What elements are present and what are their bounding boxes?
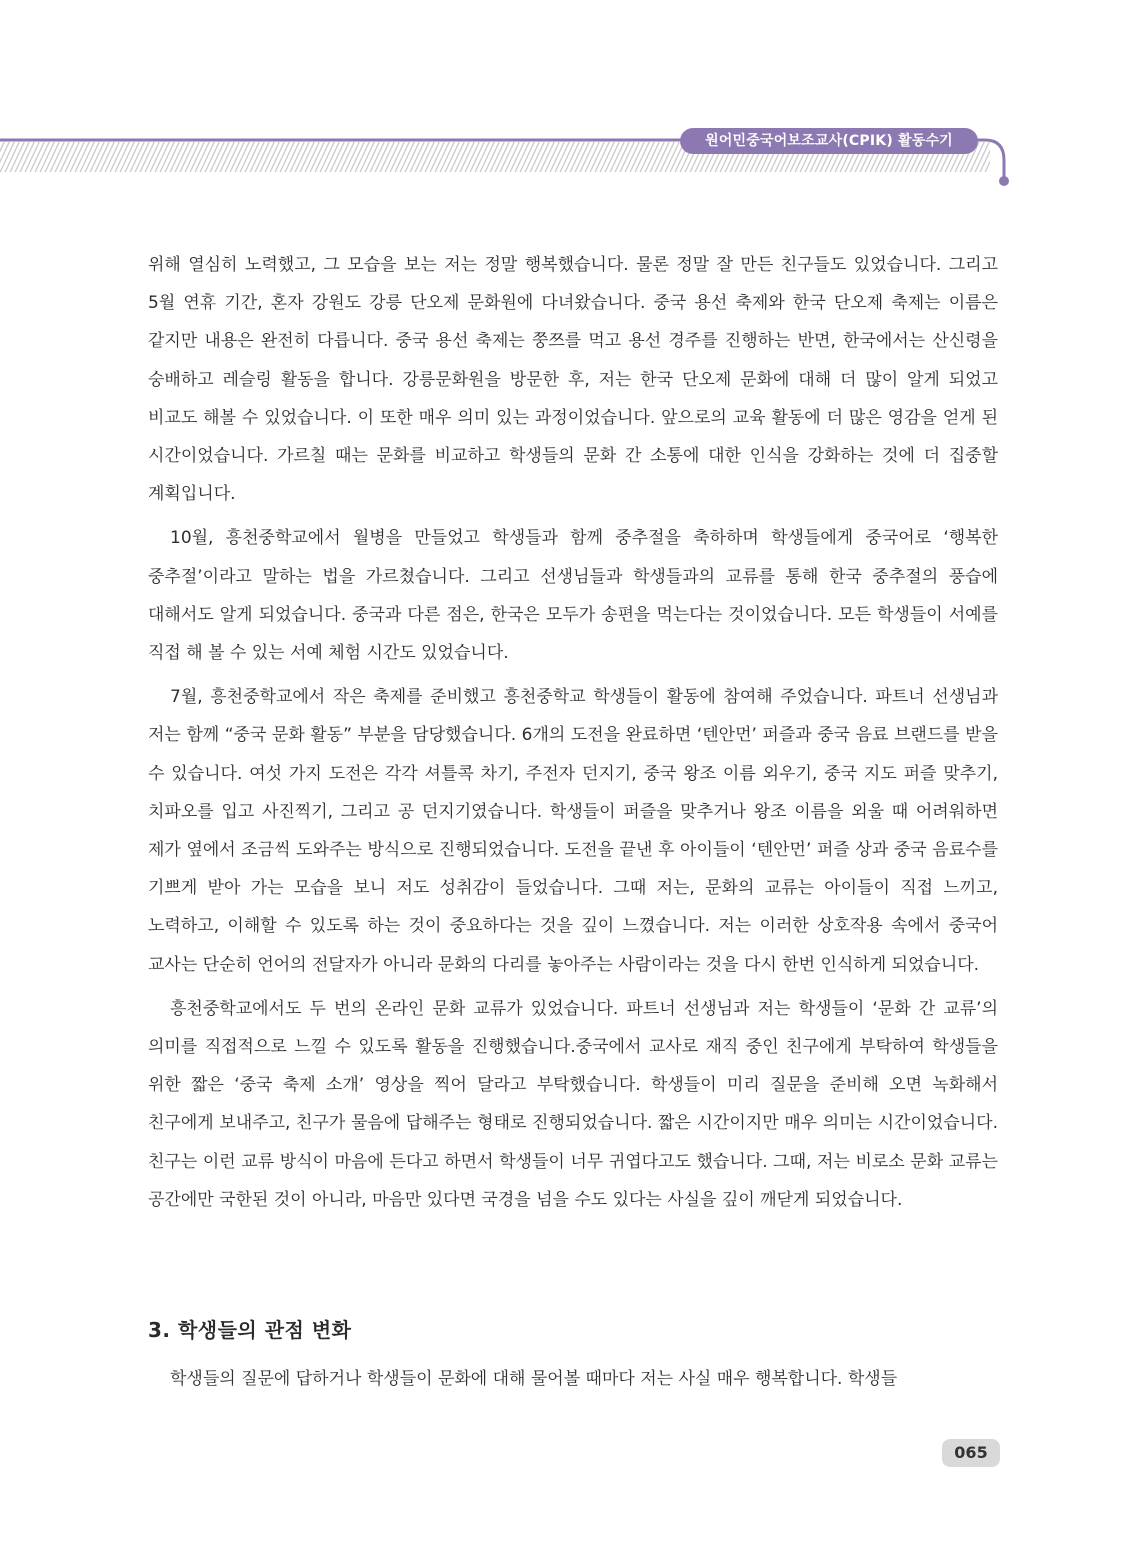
paragraph-1: 위해 열심히 노력했고, 그 모습을 보는 저는 정말 행복했습니다. 물론 정말 잘 만든 친구들도 있었습니다. 그리고 5월 연휴 기간, 혼자 강원도 강릉 단오제 문화원에 다녀왔습니다. 중국 용선 축제와 한국 단오제 축제는 이름은 같지만 내용은 완전히 다릅니다. 중국 용선 축제는 쭝쯔를 먹고 용선 경주를 진행하는 반면, 한국에서는 산신령을 숭배하고 레슬링 활동을 합니다. 강릉문화원을 방문한 후, 저는 한국 단오제 문화에 대해 더 많이 알게 되었고 비교도 해볼 수 있었습니다. 이 또한 매우 의미 있는 과정이었습니다. 앞으로의 교육 활동에 더 많은 영감을 얻게 된 시간이었습니다. 가르칠 때는 문화를 비교하고 학생들의 문화 간 소통에 대한 인식을 강화하는 것에 더 집중할 계획입니다. — [148, 255, 998, 505]
body-text — [148, 246, 998, 1225]
page-number-badge: 065 — [942, 1439, 1000, 1467]
accent-dot — [999, 176, 1009, 186]
paragraph-4: 흥천중학교에서도 두 번의 온라인 문화 교류가 있었습니다. 파트너 선생님과 저는 학생들이 ‘문화 간 교류’의 의미를 직접적으로 느낄 수 있도록 활동을 진행했습니다.중국에서 교사로 재직 중인 친구에게 부탁하여 학생들을 위한 짧은 ‘중국 축제 소개’ 영상을 찍어 달라고 부탁했습니다. 학생들이 미리 질문을 준비해 오면 녹화해서 친구에게 보내주고, 친구가 물음에 답해주는 형태로 진행되었습니다. 짧은 시간이지만 매우 의미는 시간이었습니다. 친구는 이런 교류 방식이 마음에 든다고 하면서 학생들이 너무 귀엽다고도 했습니다. 그때, 저는 비로소 문화 교류는 공간에만 국한된 것이 아니라, 마음만 있다면 국경을 넘을 수도 있다는 사실을 깊이 깨닫게 되었습니다. — [148, 998, 998, 1210]
running-header-tag: 원어민중국어보조교사(CPIK) 활동수기 — [680, 128, 978, 154]
section-heading: 3. 학생들의 관점 변화 — [148, 1318, 352, 1342]
paragraph-2: 10월, 흥천중학교에서 월병을 만들었고 학생들과 함께 중추절을 축하하며 학생들에게 중국어로 ‘행복한 중추절’이라고 말하는 법을 가르쳤습니다. 그리고 선생님들과 학생들과의 교류를 통해 한국 중추절의 풍습에 대해서도 알게 되었습니다. 중국과 다른 점은, 한국은 모두가 송편을 먹는다는 것이었습니다. 모든 학생들이 서예를 직접 해 볼 수 있는 서예 체험 시간도 있었습니다. — [148, 528, 998, 664]
paragraph-3: 7월, 흥천중학교에서 작은 축제를 준비했고 흥천중학교 학생들이 활동에 참여해 주었습니다. 파트너 선생님과 저는 함께 “중국 문화 활동” 부분을 담당했습니다. 6개의 도전을 완료하면 ‘텐안먼’ 퍼즐과 중국 음료 브랜드를 받을 수 있습니다. 여섯 가지 도전은 각각 셔틀콕 차기, 주전자 던지기, 중국 왕조 이름 외우기, 중국 지도 퍼즐 맞추기, 치파오를 입고 사진찍기, 그리고 공 던지기였습니다. 학생들이 퍼즐을 맞추거나 왕조 이름을 외울 때 어려워하면 제가 옆에서 조금씩 도와주는 방식으로 진행되었습니다. 도전을 끝낸 후 아이들이 ‘텐안먼’ 퍼즐 상과 중국 음료수를 기쁘게 받아 가는 모습을 보니 저도 성취감이 들었습니다. 그때 저는, 문화의 교류는 아이들이 직접 느끼고, 노력하고, 이해할 수 있도록 하는 것이 중요하다는 것을 깊이 느꼈습니다. 저는 이러한 상호작용 속에서 중국어 교사는 단순히 언어의 전달자가 아니라 문화의 다리를 놓아주는 사람이라는 것을 다시 한번 인식하게 되었습니다. — [148, 687, 998, 975]
section-opening-paragraph: 학생들의 질문에 답하거나 학생들이 문화에 대해 물어볼 때마다 저는 사실 매우 행복합니다. 학생들 — [170, 1369, 898, 1389]
